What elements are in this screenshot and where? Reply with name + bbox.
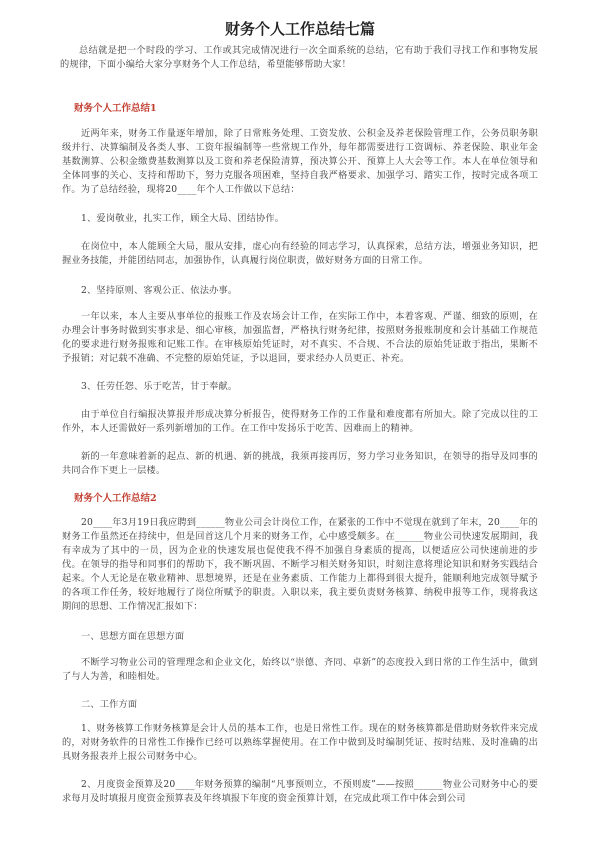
document-title: 财务个人工作总结七篇 (224, 20, 375, 38)
section1-paragraph-4: 2、坚持原则、客观公正、依法办事。 (81, 285, 238, 296)
section1-paragraph-2: 1、爱岗敬业，扎实工作，顾全大局、团结协作。 (81, 213, 285, 224)
intro-paragraph: 总结就是把一个时段的学习、工作或其完成情况进行一次全面系统的总结，它有助于我们寻找工作和事物发展的规律，下面小编给大家分享财务个人工作总结，希望能够帮助大家！ (60, 45, 538, 70)
section2-paragraph-4: 二、工作方面 (81, 699, 138, 710)
section1-paragraph-1: 近两年来，财务工作量逐年增加，除了日常账务处理、工资发放、公积金及养老保险管理工作，公务员职务职级并行、决算编制及各类人事、工资年报编制等一些常规工作外，每年都需要进行工资调标、养老保险、职业年金基数测算、公积金缴费基数测算以及工资和养老保险清算，预决算公开、预算上人大会等工作。本人在单位领导和全体同事的关心、支持和帮助下，努力克服各项困难，坚持自我严格要求、加强学习、踏实工作，按时完成各项工作。为了总结经验，现将20____年个人工作做以下总结： (62, 128, 538, 195)
section2-paragraph-1: 20____年3月19日我应聘到______物业公司会计岗位工作，在紧张的工作中不觉现在就到了年末，20____年的财务工作虽然还在持续中，但是回首这几个月来的财务工作，心中感受颇多。在______物业公司快速发展期间，我有幸成为了其中的一员，因为企业的快速发展也促使我不得不加强自身素质的提高，以便适应公司快速前进的步伐。在领导的指导和同事们的帮助下，我不断巩固、不断学习相关财务知识，时刻注意将理论知识和财务实践结合起来。个人无论是在敬业精神、思想境界，还是在业务素质、工作能力上都得到很大提升，能顺利地完成领导赋予的各项工作任务，较好地履行了岗位所赋予的职责。入职以来，我主要负责财务核算、纳税申报等工作，现将我这期间的思想、工作情况汇报如下： (62, 517, 538, 612)
section-heading-2: 财务个人工作总结2 (74, 493, 157, 504)
section2-paragraph-5: 1、财务核算工作财务核算是会计人员的基本工作，也是日常性工作。现在的财务核算都是借助财务软件来完成的，对财务软件的日常性工作操作已经可以熟练掌握使用。在工作中做到及时编制凭证、按时结账、及时准确的出具财务报表并上报公司财务中心。 (62, 723, 538, 762)
section1-paragraph-6: 3、任劳任怨、乐于吃苦，甘于奉献。 (81, 381, 238, 392)
section2-paragraph-6: 2、月度资金预算及20____年财务预算的编制“凡事预则立，不预则废”——按照______物业公司财务中心的要求每月及时填报月度资金预算表及年终填报下年度的资金预算计划，在完成此项工作中体会到公司 (62, 779, 538, 804)
section-heading-1: 财务个人工作总结1 (74, 103, 157, 114)
section1-paragraph-5: 一年以来，本人主要从事单位的报账工作及农场会计工作，在实际工作中，本着客观、严谨、细致的原则，在办理会计事务时做到实事求是、细心审核，加强监督，严格执行财务纪律，按照财务报账制度和会计基础工作规范化的要求进行财务报账和记账工作。在审核原始凭证时，对不真实、不合规、不合法的原始凭证敢于指出，果断不予报销；对记载不准确、不完整的原始凭证，予以退回，要求经办人员更正、补充。 (62, 311, 538, 364)
section1-paragraph-7: 由于单位自行编报决算报并形成决算分析报告，使得财务工作的工作量和难度都有所加大。除了完成以往的工作外，本人还需做好一系列新增加的工作。在工作中发扬乐于吃苦、因难而上的精神。 (62, 409, 538, 434)
section1-paragraph-3: 在岗位中，本人能顾全大局，服从安排，虚心向有经验的同志学习，认真探索，总结方法，增强业务知识，把握业务技能，并能团结同志，加强协作，认真履行岗位职责，做好财务方面的日常工作。 (62, 241, 538, 266)
section2-paragraph-2: 一、思想方面在思想方面 (81, 631, 185, 642)
section1-paragraph-8: 新的一年意味着新的起点、新的机遇、新的挑战，我须再接再厉，努力学习业务知识，在领导的指导及同事的共同合作下更上一层楼。 (62, 451, 538, 476)
section2-paragraph-3: 不断学习物业公司的管理理念和企业文化，始终以“崇德、齐同、卓新”的态度投入到日常的工作生活中，做到了与人为善，和睦相处。 (62, 657, 538, 682)
